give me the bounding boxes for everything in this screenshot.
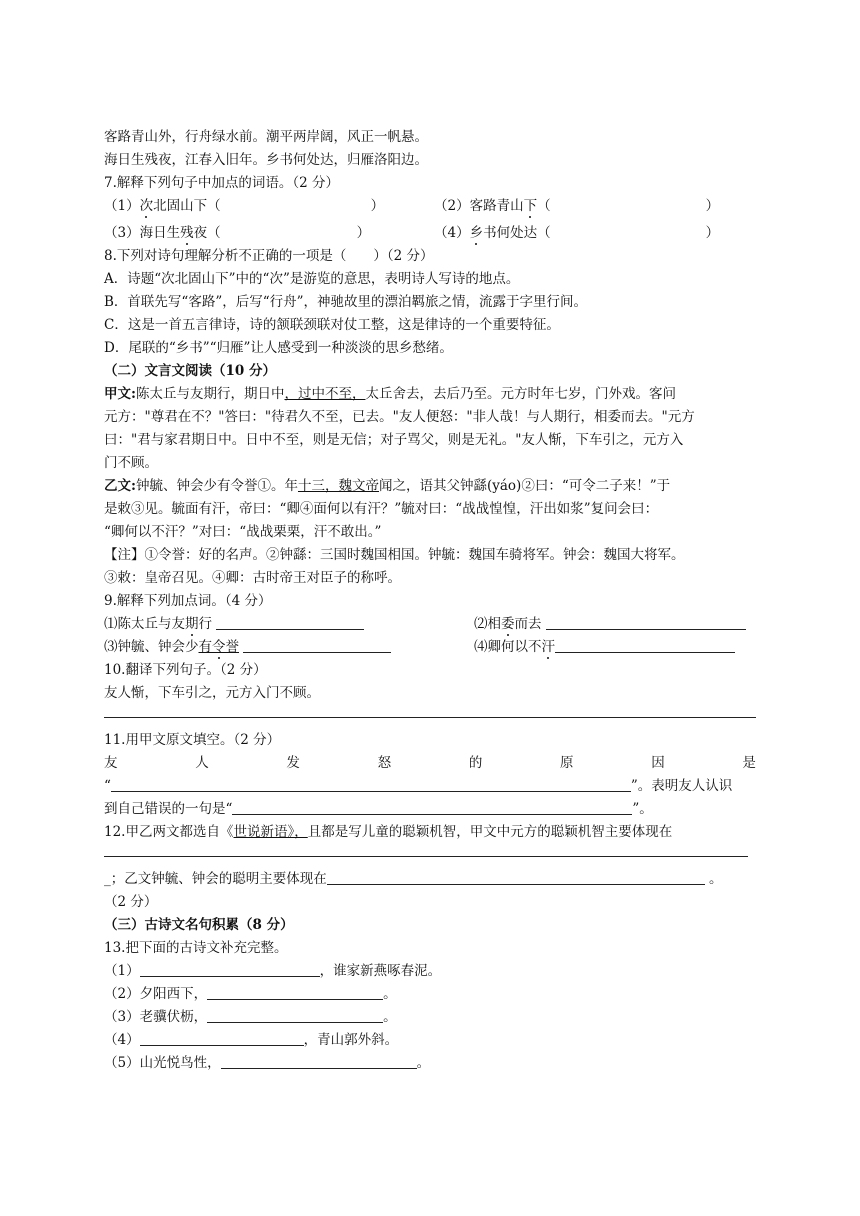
answer-blank[interactable] bbox=[140, 960, 320, 977]
exam-page bbox=[104, 126, 756, 1075]
q7-row-2: （3）海日生残夜（ ） （4）乡书何处达（ ） bbox=[104, 225, 720, 241]
q13-item-1: （1） ，谁家新燕啄春泥。 bbox=[104, 960, 756, 983]
q7-title: 7.解释下列句子中加点的词语。（2 分） bbox=[104, 175, 340, 191]
jia-text-line-1: 甲文:陈太丘与友期行，期日中，过中不至，太丘舍去，去后乃至。元方时年七岁，门外戏。客问 bbox=[104, 386, 676, 402]
answer-blank[interactable] bbox=[207, 983, 383, 1000]
poem-line-2: 海日生残夜，江春入旧年。乡书何处达，归雁洛阳边。 bbox=[104, 152, 428, 168]
answer-line[interactable] bbox=[104, 705, 756, 718]
q11-line-3: 到自己错误的一句是“ ”。 bbox=[104, 798, 756, 821]
q13-item-3: （3）老骥伏枥， 。 bbox=[104, 1006, 756, 1029]
answer-blank[interactable] bbox=[140, 1029, 304, 1046]
jia-text-line-2: 元方："尊君在不？"答曰："待君久不至，已去。"友人便怒："非人哉！与人期行，相委而去。"元方 bbox=[104, 409, 695, 425]
q12-score: （2 分） bbox=[104, 894, 158, 910]
dotted-char: 残 bbox=[180, 225, 194, 241]
dotted-char: 乡 bbox=[469, 225, 484, 241]
q11-title: 11.用甲文原文填空。（2 分） bbox=[104, 732, 281, 748]
note-line-1: 【注】①令誉：好的名声。②钟繇：三国时魏国相国。钟毓：魏国车骑将军。钟会：魏国大将军。 bbox=[104, 547, 685, 563]
note-line-2: ③敕：皇帝召见。④卿：古时帝王对臣子的称呼。 bbox=[104, 570, 401, 586]
dotted-char: 下 bbox=[523, 198, 538, 214]
q13-item-5: （5）山光悦鸟性， 。 bbox=[104, 1052, 756, 1075]
yi-text-line-1: 乙文:钟毓、钟会少有令誉①。年十三，魏文帝闻之，语其父钟繇(yáo)②曰：“可令二子来！”于 bbox=[104, 478, 671, 494]
q9-row-1: ⑴陈太丘与友期行 ⑵相委而去 bbox=[104, 613, 756, 636]
q11-line-2: “ ”。表明友人认识 bbox=[104, 775, 756, 798]
answer-blank[interactable] bbox=[111, 775, 631, 792]
yi-text-line-3: “卿何以不汗？”对曰：“战战栗栗，汗不敢出。” bbox=[104, 524, 382, 540]
q7-row-1: （1）次北固山下（ ） （2）客路青山下（ ） bbox=[104, 198, 720, 214]
answer-blank[interactable] bbox=[207, 1006, 383, 1023]
answer-blank[interactable] bbox=[555, 636, 735, 653]
q8-option-c: C．这是一首五言律诗，诗的颔联颈联对仗工整，这是律诗的一个重要特征。 bbox=[104, 317, 560, 333]
q8-option-d: D．尾联的“乡书”“归雁”让人感受到一种淡淡的思乡愁绪。 bbox=[104, 340, 453, 356]
answer-blank[interactable] bbox=[221, 1052, 417, 1069]
q8-option-a: A．诗题“次北固山下”中的“次”是游览的意思，表明诗人写诗的地点。 bbox=[104, 271, 520, 287]
jia-text-line-3: 曰："君与家君期日中。日中不至，则是无信；对子骂父，则是无礼。"友人惭，下车引之，元方入 bbox=[104, 432, 684, 448]
answer-blank[interactable] bbox=[243, 636, 391, 653]
dotted-char: 次 bbox=[139, 198, 154, 214]
jia-text-line-4: 门不顾。 bbox=[104, 455, 158, 471]
poem-line-1: 客路青山外，行舟绿水前。潮平两岸阔，风正一帆悬。 bbox=[104, 129, 428, 145]
q10-sentence: 友人惭，下车引之，元方入门不顾。 bbox=[104, 685, 320, 701]
section-3-title: （三）古诗文名句积累（8 分） bbox=[104, 917, 294, 933]
q8-option-b: B．首联先写“客路”，后写“行舟”，神驰故里的漂泊羁旅之情，流露于字里行间。 bbox=[104, 294, 588, 310]
answer-blank[interactable] bbox=[232, 798, 632, 815]
q13-item-4: （4） ，青山郭外斜。 bbox=[104, 1029, 756, 1052]
q11-line-1: 友 人 发 怒 的 原 因 是 bbox=[104, 755, 756, 771]
answer-blank[interactable] bbox=[216, 613, 364, 630]
answer-blank[interactable] bbox=[546, 613, 746, 630]
answer-line[interactable] bbox=[104, 844, 748, 857]
yi-text-line-2: 是敕③见。毓面有汗，帝曰：“卿④面何以有汗？”毓对曰：“战战惶惶，汗出如浆”复问会曰： bbox=[104, 501, 659, 517]
section-2-title: （二）文言文阅读（10 分） bbox=[104, 363, 276, 379]
q9-title: 9.解释下列加点词。（4 分） bbox=[104, 593, 272, 609]
q9-row-2: ⑶钟毓、钟会少有令誉 ⑷卿何以不汗 bbox=[104, 636, 756, 659]
q13-title: 13.把下面的古诗文补充完整。 bbox=[104, 940, 288, 956]
q12-line-1: 12.甲乙两文都选自《世说新语》，且都是写儿童的聪颖机智，甲文中元方的聪颖机智主要体现在 bbox=[104, 824, 673, 840]
q8-title: 8.下列对诗句理解分析不正确的一项是（ ）（2 分） bbox=[104, 248, 434, 264]
answer-blank[interactable] bbox=[327, 868, 705, 885]
q10-title: 10.翻译下列句子。（2 分） bbox=[104, 662, 267, 678]
q13-item-2: （2）夕阳西下， 。 bbox=[104, 983, 756, 1006]
q12-line-3: _；乙文钟毓、钟会的聪明主要体现在 。 bbox=[104, 868, 756, 891]
